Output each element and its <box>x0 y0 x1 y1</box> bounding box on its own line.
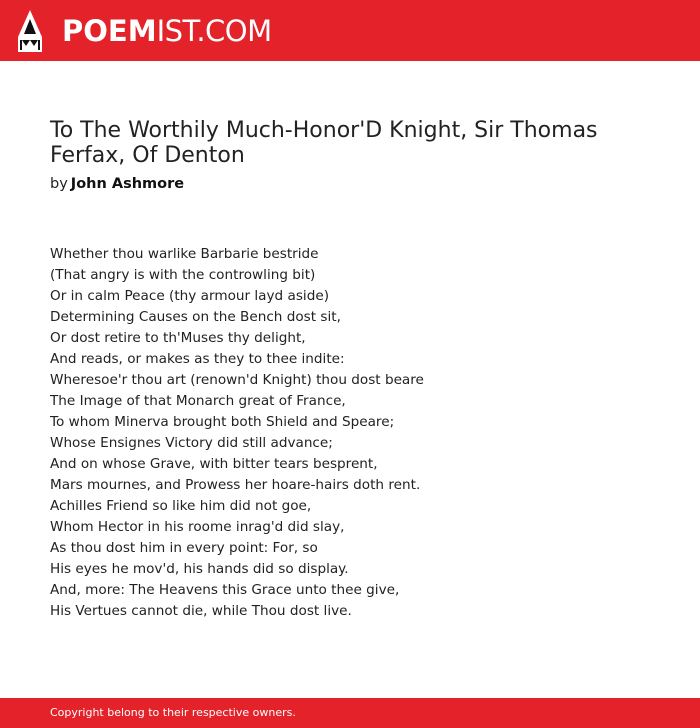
poem-line: As thou dost him in every point: For, so <box>50 540 318 556</box>
poem-line: And, more: The Heavens this Grace unto thee give, <box>50 582 400 598</box>
logo-wordmark <box>62 9 272 53</box>
poem-line: Mars mournes, and Prowess her hoare-hairs doth rent. <box>50 477 421 493</box>
logo-wordmark-strong: POEM <box>62 14 157 48</box>
poem-line: And reads, or makes as they to thee indite: <box>50 351 345 367</box>
logo-wordmark-light: IST.COM <box>156 14 272 48</box>
byline-prefix: by <box>50 176 68 192</box>
poem-line: And on whose Grave, with bitter tears besprent, <box>50 456 378 472</box>
poem-line: His Vertues cannot die, while Thou dost live. <box>50 603 352 619</box>
poem-line: The Image of that Monarch great of France, <box>50 393 346 409</box>
site-logo-link[interactable] <box>18 9 272 53</box>
poem-line: Or dost retire to th'Muses thy delight, <box>50 330 306 346</box>
author-link[interactable]: John Ashmore <box>70 176 185 192</box>
pencil-tip-icon <box>18 10 42 52</box>
poem-body <box>50 244 650 622</box>
site-footer <box>0 698 700 728</box>
poem-line: Whether thou warlike Barbarie bestride <box>50 246 319 262</box>
poem-line: Whom Hector in his roome inrag'd did slay, <box>50 519 345 535</box>
poem-line: His eyes he mov'd, his hands did so display. <box>50 561 349 577</box>
poem-line: (That angry is with the controwling bit) <box>50 267 316 283</box>
poem-line: Determining Causes on the Bench dost sit, <box>50 309 341 325</box>
poem-line: Achilles Friend so like him did not goe, <box>50 498 312 514</box>
poem-line: Or in calm Peace (thy armour layd aside) <box>50 288 329 304</box>
poem-line: To whom Minerva brought both Shield and Speare; <box>50 414 395 430</box>
poem-line: Whose Ensignes Victory did still advance; <box>50 435 333 451</box>
site-header <box>0 0 700 61</box>
poem-title: To The Worthily Much-Honor'D Knight, Sir Thomas Ferfax, Of Denton <box>50 118 598 168</box>
copyright-notice: Copyright belong to their respective owners. <box>50 706 296 719</box>
poem-line: Wheresoe'r thou art (renown'd Knight) thou dost beare <box>50 372 424 388</box>
poem-byline <box>50 174 184 194</box>
